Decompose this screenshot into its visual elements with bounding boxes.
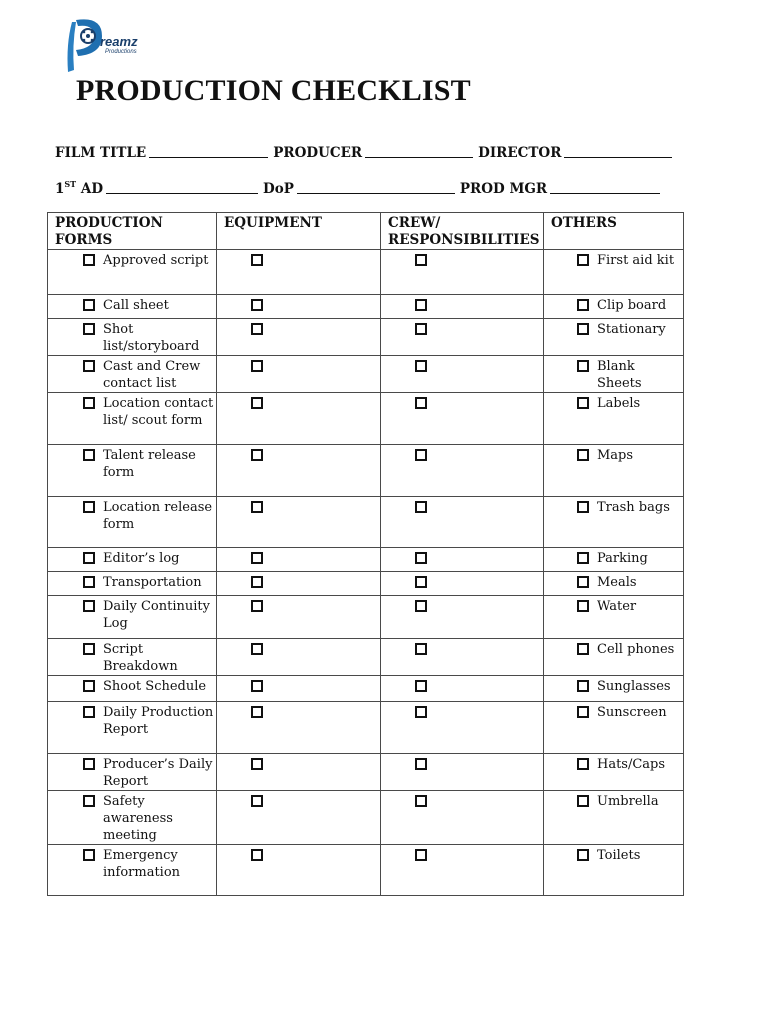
crew-cell [381, 319, 544, 356]
production-form-cell [48, 572, 217, 596]
checkbox[interactable] [415, 706, 427, 718]
item-label: Sunscreen [597, 705, 667, 720]
checkbox[interactable] [577, 600, 589, 612]
table-row [48, 754, 684, 791]
others-cell [544, 250, 684, 295]
checkbox[interactable] [251, 680, 263, 692]
production-form-cell [48, 702, 217, 754]
table-row [48, 702, 684, 754]
item-label: Approved script [103, 253, 209, 268]
checkbox[interactable] [83, 758, 95, 770]
checkbox[interactable] [415, 849, 427, 861]
table-row [48, 250, 684, 295]
others-cell [544, 548, 684, 572]
company-logo [62, 14, 162, 74]
others-cell [544, 702, 684, 754]
equipment-cell [217, 319, 381, 356]
equipment-cell [217, 702, 381, 754]
checkbox[interactable] [251, 501, 263, 513]
production-form-cell [48, 250, 217, 295]
checkbox[interactable] [83, 254, 95, 266]
production-form-cell [48, 639, 217, 676]
first-ad-label [55, 179, 103, 197]
production-form-cell [48, 295, 217, 319]
table-header-row [48, 213, 684, 250]
checkbox[interactable] [415, 360, 427, 372]
checkbox[interactable] [577, 254, 589, 266]
checkbox[interactable] [83, 299, 95, 311]
equipment-cell [217, 754, 381, 791]
checkbox[interactable] [251, 795, 263, 807]
checkbox[interactable] [251, 576, 263, 588]
header-fields-row-1 [55, 145, 677, 161]
checkbox[interactable] [251, 552, 263, 564]
item-label: Umbrella [597, 794, 659, 809]
equipment-cell [217, 250, 381, 295]
dreamz-logo-icon [62, 14, 162, 74]
checkbox[interactable] [415, 501, 427, 513]
item-label: Cell phones [597, 642, 675, 657]
item-label: Location release form [103, 500, 213, 532]
crew-cell [381, 295, 544, 319]
production-form-cell [48, 445, 217, 497]
checkbox[interactable] [577, 299, 589, 311]
checkbox[interactable] [83, 643, 95, 655]
production-form-cell [48, 319, 217, 356]
others-cell [544, 356, 684, 393]
item-label: Call sheet [103, 298, 169, 313]
page-title: PRODUCTION CHECKLIST [76, 74, 471, 107]
header-others: OTHERS [544, 213, 684, 250]
item-label: Talent release form [103, 448, 196, 480]
others-cell [544, 319, 684, 356]
checkbox[interactable] [251, 449, 263, 461]
checkbox[interactable] [251, 758, 263, 770]
table-row [48, 548, 684, 572]
checklist-table [47, 212, 684, 896]
item-label: First aid kit [597, 253, 675, 268]
dop-blank[interactable] [297, 192, 455, 194]
item-label: Daily Production Report [103, 705, 214, 737]
table-row [48, 356, 684, 393]
checkbox[interactable] [415, 600, 427, 612]
checkbox[interactable] [577, 758, 589, 770]
item-label: Safety awareness meeting [103, 794, 173, 843]
table-row [48, 319, 684, 356]
equipment-cell [217, 356, 381, 393]
producer-label: PRODUCER [273, 145, 363, 161]
others-cell [544, 497, 684, 548]
svg-text:reamz: reamz [100, 34, 138, 49]
equipment-cell [217, 445, 381, 497]
checkbox[interactable] [577, 849, 589, 861]
item-label: Editor’s log [103, 551, 180, 566]
checkbox[interactable] [415, 576, 427, 588]
checkbox[interactable] [415, 397, 427, 409]
item-label: Producer’s Daily Report [103, 757, 213, 789]
item-label: Maps [597, 448, 634, 463]
checkbox[interactable] [577, 449, 589, 461]
crew-cell [381, 791, 544, 845]
production-form-cell [48, 676, 217, 702]
crew-cell [381, 676, 544, 702]
checkbox[interactable] [251, 254, 263, 266]
item-label: Script Breakdown [103, 642, 178, 674]
item-label: Stationary [597, 322, 666, 337]
item-label: Daily Continuity Log [103, 599, 210, 631]
others-cell [544, 596, 684, 639]
item-label: Trash bags [597, 500, 670, 515]
equipment-cell [217, 639, 381, 676]
crew-cell [381, 596, 544, 639]
equipment-cell [217, 393, 381, 445]
checkbox[interactable] [577, 501, 589, 513]
checkbox[interactable] [251, 706, 263, 718]
item-label: Emergency information [103, 848, 181, 880]
item-label: Parking [597, 551, 648, 566]
header-fields-row-2 [55, 179, 665, 197]
table-row [48, 295, 684, 319]
crew-cell [381, 445, 544, 497]
production-form-cell [48, 548, 217, 572]
item-label: Clip board [597, 298, 667, 313]
checkbox[interactable] [251, 600, 263, 612]
checkbox[interactable] [251, 299, 263, 311]
header-equipment: EQUIPMENT [217, 213, 381, 250]
first-ad-number: 1 [55, 181, 65, 197]
checkbox[interactable] [251, 849, 263, 861]
table-row [48, 445, 684, 497]
others-cell [544, 572, 684, 596]
film-title-label: FILM TITLE [55, 145, 147, 161]
checkbox[interactable] [415, 299, 427, 311]
equipment-cell [217, 845, 381, 896]
production-form-cell [48, 791, 217, 845]
checkbox[interactable] [83, 849, 95, 861]
equipment-cell [217, 497, 381, 548]
table-row [48, 676, 684, 702]
checkbox[interactable] [83, 449, 95, 461]
production-form-cell [48, 845, 217, 896]
header-crew-responsibilities: CREW/ RESPONSIBILITIES [381, 213, 544, 250]
item-label: Shoot Schedule [103, 679, 207, 694]
crew-cell [381, 497, 544, 548]
table-row [48, 791, 684, 845]
production-form-cell [48, 393, 217, 445]
director-label: DIRECTOR [478, 145, 562, 161]
prod-mgr-label: PROD MGR [459, 181, 548, 197]
checkbox[interactable] [415, 552, 427, 564]
others-cell [544, 639, 684, 676]
item-label: Sunglasses [597, 679, 671, 694]
crew-cell [381, 639, 544, 676]
prod-mgr-blank[interactable] [550, 192, 660, 194]
equipment-cell [217, 676, 381, 702]
checkbox[interactable] [415, 795, 427, 807]
checkbox[interactable] [83, 397, 95, 409]
production-form-cell [48, 497, 217, 548]
checkbox[interactable] [83, 600, 95, 612]
equipment-cell [217, 791, 381, 845]
director-blank[interactable] [564, 156, 672, 158]
others-cell [544, 791, 684, 845]
item-label: Toilets [597, 848, 641, 863]
production-form-cell [48, 596, 217, 639]
checkbox[interactable] [83, 680, 95, 692]
checkbox[interactable] [415, 680, 427, 692]
checkbox[interactable] [83, 795, 95, 807]
item-label: Location contact list/ scout form [103, 396, 214, 428]
crew-cell [381, 548, 544, 572]
checkbox[interactable] [415, 643, 427, 655]
film-title-blank[interactable] [149, 156, 268, 158]
crew-cell [381, 393, 544, 445]
checkbox[interactable] [415, 449, 427, 461]
checkbox[interactable] [415, 254, 427, 266]
equipment-cell [217, 596, 381, 639]
others-cell [544, 676, 684, 702]
checkbox[interactable] [83, 576, 95, 588]
others-cell [544, 295, 684, 319]
checkbox[interactable] [83, 501, 95, 513]
header-production-forms: PRODUCTION FORMS [48, 213, 217, 250]
table-row [48, 596, 684, 639]
table-row [48, 393, 684, 445]
checkbox[interactable] [577, 323, 589, 335]
production-form-cell [48, 356, 217, 393]
crew-cell [381, 702, 544, 754]
dop-label: DoP [263, 181, 294, 197]
checkbox[interactable] [577, 643, 589, 655]
checkbox[interactable] [83, 323, 95, 335]
checkbox[interactable] [577, 680, 589, 692]
checkbox[interactable] [577, 795, 589, 807]
checkbox[interactable] [577, 360, 589, 372]
item-label: Shot list/storyboard [103, 322, 200, 354]
production-form-cell [48, 754, 217, 791]
first-ad-text: AD [80, 181, 104, 197]
svg-text:Productions: Productions [105, 49, 137, 55]
table-row [48, 497, 684, 548]
item-label: Labels [597, 396, 641, 411]
crew-cell [381, 250, 544, 295]
crew-cell [381, 845, 544, 896]
checkbox[interactable] [251, 643, 263, 655]
checkbox[interactable] [577, 397, 589, 409]
item-label: Transportation [103, 575, 202, 590]
equipment-cell [217, 548, 381, 572]
others-cell [544, 445, 684, 497]
crew-cell [381, 356, 544, 393]
item-label: Water [597, 599, 637, 614]
table-row [48, 845, 684, 896]
checkbox[interactable] [251, 323, 263, 335]
checkbox[interactable] [577, 552, 589, 564]
checkbox[interactable] [251, 360, 263, 372]
table-row [48, 572, 684, 596]
others-cell [544, 754, 684, 791]
item-label: Blank Sheets [597, 359, 642, 391]
first-ad-blank[interactable] [106, 192, 258, 194]
producer-blank[interactable] [365, 156, 473, 158]
checkbox[interactable] [577, 706, 589, 718]
item-label: Cast and Crew contact list [103, 359, 201, 391]
item-label: Meals [597, 575, 637, 590]
checkbox[interactable] [415, 323, 427, 335]
checkbox[interactable] [83, 552, 95, 564]
table-row [48, 639, 684, 676]
equipment-cell [217, 572, 381, 596]
item-label: Hats/Caps [597, 757, 666, 772]
crew-cell [381, 754, 544, 791]
checkbox[interactable] [251, 397, 263, 409]
checkbox[interactable] [577, 576, 589, 588]
checkbox[interactable] [83, 706, 95, 718]
others-cell [544, 845, 684, 896]
others-cell [544, 393, 684, 445]
equipment-cell [217, 295, 381, 319]
checkbox[interactable] [83, 360, 95, 372]
crew-cell [381, 572, 544, 596]
first-ad-superscript: ST [64, 179, 77, 189]
checkbox[interactable] [415, 758, 427, 770]
